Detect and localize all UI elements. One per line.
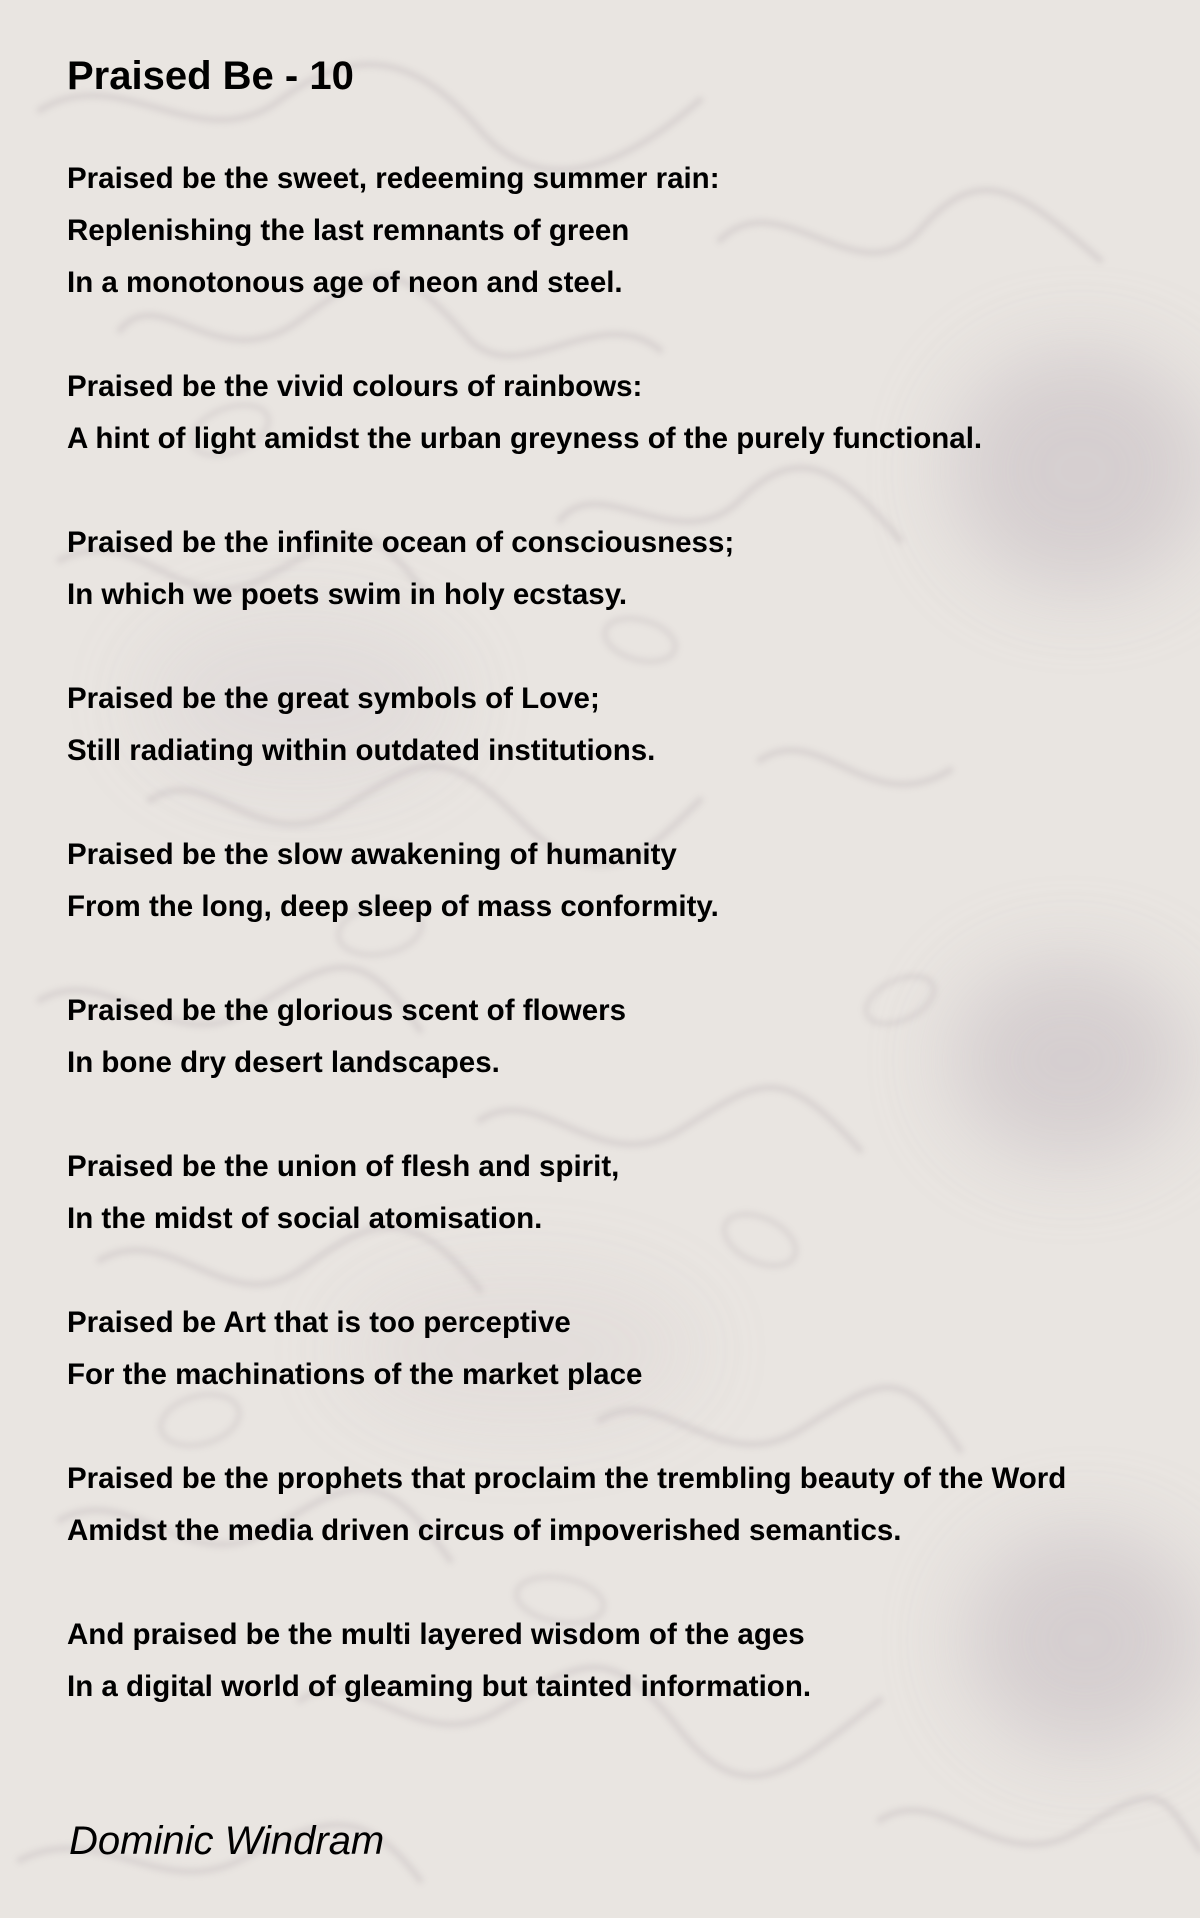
poem-line: In a monotonous age of neon and steel. [67, 266, 623, 299]
stanza-4 [67, 673, 1192, 777]
poem-line: Praised be the union of flesh and spirit, [67, 1150, 620, 1183]
poem-title: Praised Be - 10 [67, 54, 354, 98]
poem-line: Praised be the great symbols of Love; [67, 682, 600, 715]
poem-author: Dominic Windram [69, 1819, 385, 1863]
poem-line: Praised be the prophets that proclaim the trembling beauty of the Word [67, 1462, 1067, 1495]
poem-line: In bone dry desert landscapes. [67, 1046, 500, 1079]
stanza-5 [67, 829, 1192, 933]
poem-line: Replenishing the last remnants of green [67, 214, 630, 247]
poem-line: And praised be the multi layered wisdom of the ages [67, 1618, 805, 1651]
poem-body [67, 153, 1192, 1765]
poem-line: Praised be the slow awakening of humanity [67, 838, 677, 871]
poem-line: In a digital world of gleaming but tainted information. [67, 1670, 812, 1703]
stanza-7 [67, 1141, 1192, 1245]
stanza-1 [67, 153, 1192, 309]
stanza-10 [67, 1609, 1192, 1713]
poem-line: In which we poets swim in holy ecstasy. [67, 578, 628, 611]
poem-line: Praised be the sweet, redeeming summer rain: [67, 162, 720, 195]
stanza-9 [67, 1453, 1192, 1557]
poem-line: For the machinations of the market place [67, 1358, 643, 1391]
poem-line: Praised be the infinite ocean of consciousness; [67, 526, 735, 559]
poem-line: Amidst the media driven circus of impoverished semantics. [67, 1514, 902, 1547]
stanza-6 [67, 985, 1192, 1089]
stanza-3 [67, 517, 1192, 621]
poem-line: Praised be Art that is too perceptive [67, 1306, 571, 1339]
stanza-8 [67, 1297, 1192, 1401]
stanza-2 [67, 361, 1192, 465]
poem-line: A hint of light amidst the urban greyness of the purely functional. [67, 422, 983, 455]
poem-line: Praised be the glorious scent of flowers [67, 994, 626, 1027]
poem-line: In the midst of social atomisation. [67, 1202, 543, 1235]
poem-line: Praised be the vivid colours of rainbows: [67, 370, 643, 403]
poem-line: Still radiating within outdated institutions. [67, 734, 656, 767]
poem-line: From the long, deep sleep of mass conformity. [67, 890, 719, 923]
